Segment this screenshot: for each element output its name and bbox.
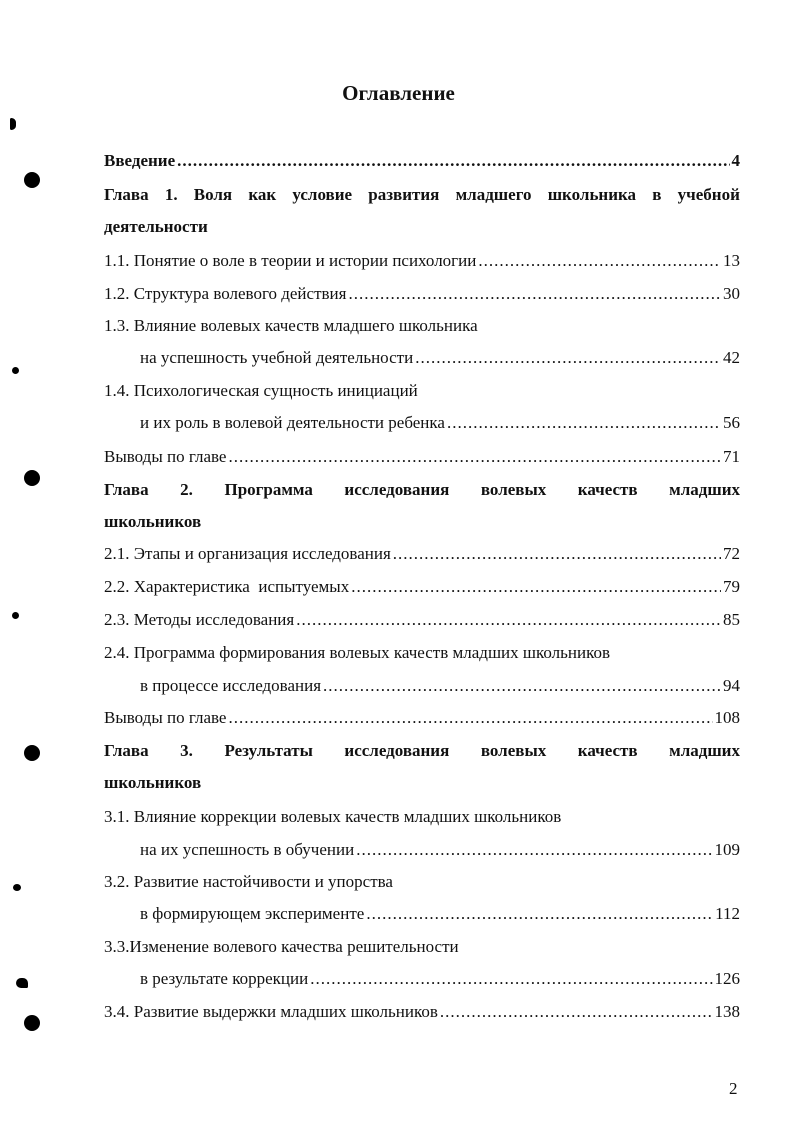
chapter-word: Глава	[104, 741, 149, 760]
toc-entry-3-4	[104, 1001, 740, 1023]
dot-leader	[348, 283, 721, 305]
toc-chapter-2-heading-cont: школьников	[104, 512, 202, 531]
toc-entry-page: 30	[723, 284, 740, 303]
chapter-word: Воля	[193, 185, 233, 204]
chapter-word: качеств	[577, 741, 638, 760]
chapter-word: 1.	[164, 185, 178, 204]
dot-leader	[393, 543, 721, 565]
toc-entry-page: 138	[714, 1002, 740, 1021]
toc-chapter-2-heading	[104, 479, 740, 501]
chapter-word: Результаты	[224, 741, 313, 760]
toc-chapter-1-heading-cont: деятельности	[104, 217, 208, 236]
toc-entry-2-4	[140, 675, 740, 697]
dot-leader	[356, 839, 712, 861]
chapter-word: исследования	[344, 480, 450, 499]
dot-leader	[310, 968, 712, 990]
dot-leader	[366, 903, 713, 925]
toc-entry-label: и их роль в волевой деятельности ребенка	[140, 413, 445, 432]
dot-leader	[447, 412, 721, 434]
toc-entry-2-1	[104, 543, 740, 565]
page-title: Оглавление	[342, 81, 455, 105]
toc-entry-1-4-title: 1.4. Психологическая сущность инициаций	[104, 381, 418, 400]
toc-entry-label: в процессе исследования	[140, 676, 322, 695]
dot-leader	[228, 707, 712, 729]
toc-entry-3-2-title: 3.2. Развитие настойчивости и упорства	[104, 872, 393, 891]
binder-hole	[12, 367, 19, 374]
toc-entry-page: 126	[714, 969, 740, 988]
chapter-word: младших	[669, 741, 740, 760]
toc-entry-page: 108	[714, 708, 740, 727]
toc-entry-3-1-title: 3.1. Влияние коррекции волевых качеств младших школьников	[104, 807, 562, 826]
toc-entry-label: 2.2. Характеристика испытуемых	[104, 577, 350, 596]
dot-leader	[478, 250, 721, 272]
chapter-word: учебной	[677, 185, 740, 204]
toc-entry-2-2	[104, 576, 740, 598]
toc-entry-page: 13	[723, 251, 740, 270]
toc-entry-label: Выводы по главе	[104, 708, 227, 727]
toc-entry-page: 56	[723, 413, 740, 432]
scan-mark	[16, 978, 28, 988]
chapter-word: Глава	[104, 480, 149, 499]
chapter-word: качеств	[577, 480, 638, 499]
chapter-word: в	[652, 185, 662, 204]
toc-entry-page: 42	[723, 348, 740, 367]
chapter-word: Программа	[224, 480, 313, 499]
page-number: 2	[729, 1079, 738, 1098]
dot-leader	[351, 576, 721, 598]
toc-entry-label: на их успешность в обучении	[140, 840, 355, 859]
toc-entry-label: Введение	[104, 151, 176, 170]
chapter-word: 3.	[180, 741, 193, 760]
toc-entry-label: 2.1. Этапы и организация исследования	[104, 544, 391, 563]
toc-entry-1-1	[104, 250, 740, 272]
chapter-word: исследования	[344, 741, 450, 760]
toc-entry-page: 85	[723, 610, 740, 629]
toc-entry-conclusions-1	[104, 446, 740, 468]
toc-entry-label: в формирующем эксперименте	[140, 904, 365, 923]
toc-entry-3-3	[140, 968, 740, 990]
chapter-word: условие	[292, 185, 353, 204]
toc-entry-3-1	[140, 839, 740, 861]
toc-entry-2-4-title: 2.4. Программа формирования волевых качеств младших школьников	[104, 643, 611, 662]
binder-hole	[24, 172, 40, 188]
dot-leader	[228, 446, 721, 468]
chapter-word: младшего	[455, 185, 532, 204]
toc-entry-label: 1.2. Структура волевого действия	[104, 284, 347, 303]
toc-entry-label: 3.4. Развитие выдержки младших школьников	[104, 1002, 438, 1021]
chapter-word: младших	[669, 480, 740, 499]
toc-entry-1-4	[140, 412, 740, 434]
toc-entry-page: 4	[731, 151, 740, 170]
toc-entry-page: 79	[723, 577, 740, 596]
toc-entry-label: Выводы по главе	[104, 447, 227, 466]
binder-hole	[24, 745, 40, 761]
dot-leader	[440, 1001, 713, 1023]
binder-hole	[13, 884, 21, 891]
chapter-word: волевых	[480, 480, 547, 499]
toc-entry-page: 109	[714, 840, 740, 859]
toc-entry-label: 1.1. Понятие о воле в теории и истории психологии	[104, 251, 477, 270]
binder-hole	[24, 1015, 40, 1031]
binder-hole	[24, 470, 40, 486]
toc-entry-conclusions-2	[104, 707, 740, 729]
toc-entry-3-2	[140, 903, 740, 925]
toc-entry-label: на успешность учебной деятельности	[140, 348, 414, 367]
dot-leader	[177, 150, 729, 172]
toc-entry-label: 2.3. Методы исследования	[104, 610, 295, 629]
chapter-word: волевых	[480, 741, 547, 760]
scan-mark	[10, 118, 16, 130]
toc-entry-page: 72	[723, 544, 740, 563]
dot-leader	[415, 347, 721, 369]
toc-entry-label: в результате коррекции	[140, 969, 309, 988]
toc-entry-3-3-title: 3.3.Изменение волевого качества решительности	[104, 937, 459, 956]
chapter-word: Глава	[104, 185, 149, 204]
chapter-word: как	[248, 185, 277, 204]
toc-entry-1-2	[104, 283, 740, 305]
toc-entry-page: 94	[723, 676, 740, 695]
toc-entry-1-3	[140, 347, 740, 369]
chapter-word: 2.	[180, 480, 193, 499]
toc-entry-page: 71	[723, 447, 740, 466]
toc-entry-1-3-title: 1.3. Влияние волевых качеств младшего школьника	[104, 316, 478, 335]
toc-entry-introduction	[104, 150, 740, 172]
toc-entry-2-3	[104, 609, 740, 631]
toc-entry-page: 112	[715, 904, 740, 923]
binder-hole	[12, 612, 19, 619]
dot-leader	[323, 675, 721, 697]
toc-chapter-3-heading-cont: школьников	[104, 773, 202, 792]
chapter-word: развития	[368, 185, 440, 204]
chapter-word: школьника	[547, 185, 637, 204]
toc-chapter-3-heading	[104, 740, 740, 762]
dot-leader	[296, 609, 721, 631]
toc-chapter-1-heading	[104, 184, 740, 206]
